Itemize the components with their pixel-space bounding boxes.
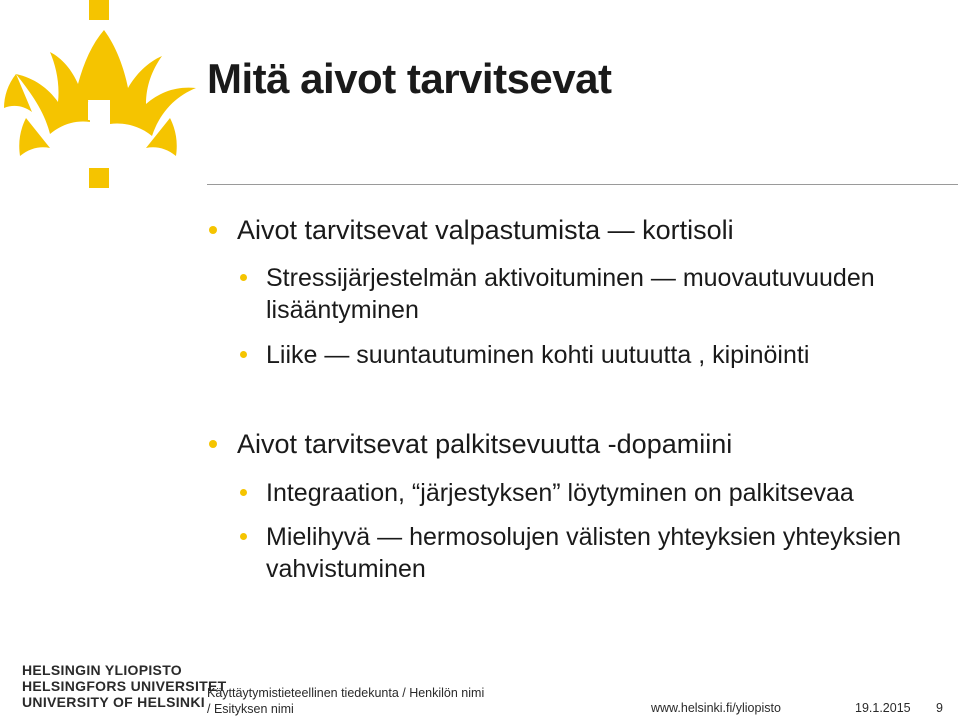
bullet-text: Aivot tarvitsevat valpastumista — kortisoli <box>237 215 734 245</box>
bullet-text: Aivot tarvitsevat palkitsevuutta -dopamiini <box>237 429 733 459</box>
bullet-dot-icon <box>240 274 247 281</box>
bullet-text: Mielihyvä — hermosolujen välisten yhteyksien yhteyksien vahvistuminen <box>266 523 908 583</box>
footer-date: 19.1.2015 <box>855 701 911 715</box>
page-number: 9 <box>936 701 943 715</box>
title-divider <box>207 184 958 185</box>
bullet-text: Integraation, “järjestyksen” löytyminen on palkitsevaa <box>266 479 854 507</box>
footer-url: www.helsinki.fi/yliopisto <box>651 701 781 715</box>
university-name-en: UNIVERSITY OF HELSINKI <box>22 694 205 710</box>
university-name-block <box>22 662 227 710</box>
bullet-dot-icon <box>209 226 217 234</box>
footer-presentation-name: / Esityksen nimi <box>207 702 294 716</box>
footer-department: Käyttäytymistieteellinen tiedekunta / Henkilön nimi <box>207 686 485 700</box>
university-name-sv: HELSINGFORS UNIVERSITET <box>22 678 227 694</box>
bullet-dot-icon <box>209 440 217 448</box>
university-name-fi: HELSINGIN YLIOPISTO <box>22 662 182 678</box>
bullet-text: Stressijärjestelmän aktivoituminen — muovautuvuuden lisääntyminen <box>266 264 882 324</box>
bullet-text: Liike — suuntautuminen kohti uutuutta , kipinöinti <box>266 341 810 369</box>
page-title: Mitä aivot tarvitsevat <box>207 55 612 102</box>
university-flame-logo-icon <box>0 0 200 200</box>
bullet-dot-icon <box>240 489 247 496</box>
footer-department-block <box>207 685 484 717</box>
bullet-dot-icon <box>240 351 247 358</box>
bullet-dot-icon <box>240 533 247 540</box>
